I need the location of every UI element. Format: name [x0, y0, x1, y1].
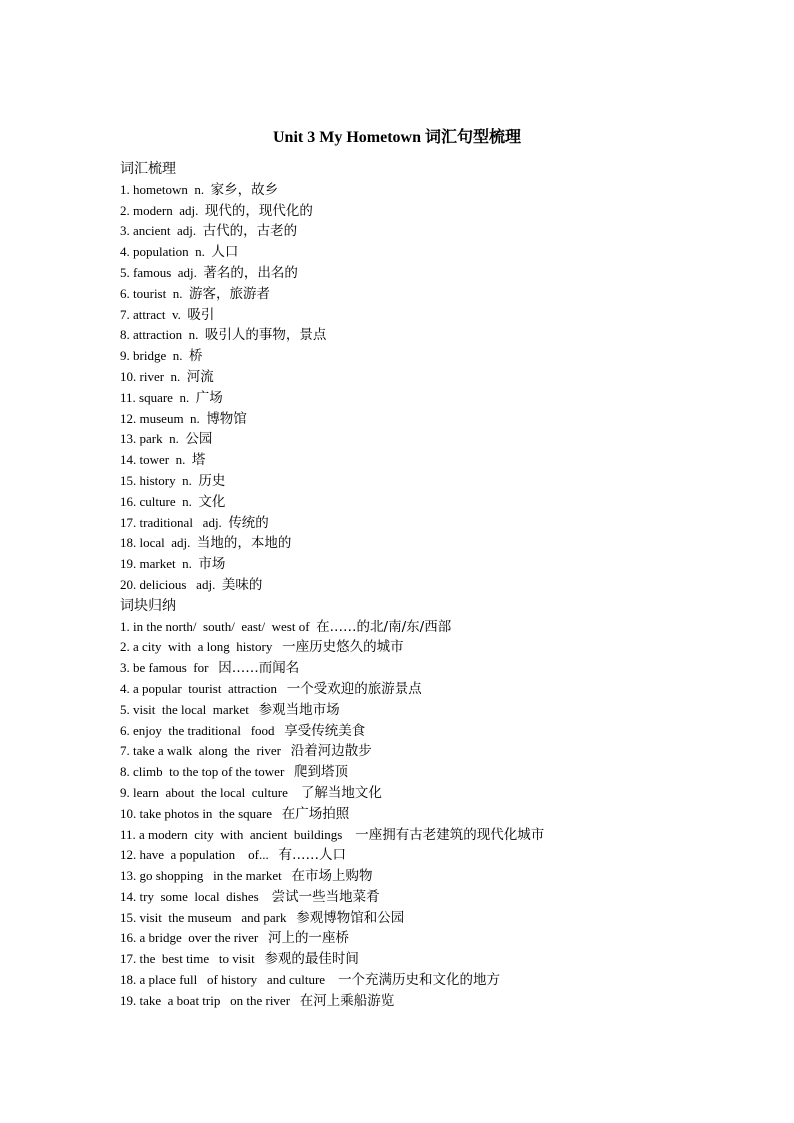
phrase-item-english: 14. try some local dishes — [120, 888, 272, 904]
page-title: Unit 3 My Hometown 词汇句型梳理 — [273, 129, 521, 146]
phrase-item-chinese: 一个受欢迎的旅游景点 — [286, 680, 422, 697]
phrase-item — [120, 928, 720, 949]
vocabulary-item — [120, 554, 720, 575]
vocabulary-item — [120, 450, 720, 471]
phrase-item — [120, 825, 720, 846]
vocabulary-item-english: 3. ancient adj. — [120, 223, 203, 239]
vocabulary-item-chinese: 吸引 — [187, 306, 215, 323]
phrase-item — [120, 762, 720, 783]
phrase-item — [120, 658, 720, 679]
vocabulary-item — [120, 575, 720, 596]
phrase-item — [120, 866, 720, 887]
vocabulary-item-chinese: 塔 — [191, 452, 206, 469]
vocabulary-item-chinese: 河流 — [186, 368, 214, 385]
vocabulary-item-english: 17. traditional adj. — [120, 514, 229, 530]
phrase-item-english: 16. a bridge over the river — [120, 930, 269, 946]
vocabulary-item-chinese: 古代的，古老的 — [202, 223, 298, 240]
vocabulary-item-english: 9. bridge n. — [120, 348, 189, 364]
vocabulary-item-english: 20. delicious adj. — [120, 576, 222, 592]
vocabulary-list — [120, 180, 720, 596]
phrase-item — [120, 970, 720, 991]
phrase-item-english: 6. enjoy the traditional food — [120, 722, 285, 738]
phrase-item-chinese: 河上的一座桥 — [268, 930, 350, 947]
vocabulary-item — [120, 409, 720, 430]
vocabulary-item-english: 12. museum n. — [120, 410, 207, 426]
vocabulary-item — [120, 263, 720, 284]
phrase-item-english: 2. a city with a long history — [120, 639, 283, 655]
phrase-item-english: 15. visit the museum and park — [120, 909, 297, 925]
phrase-item-chinese: 在……的北/南/东/西部 — [316, 618, 452, 635]
vocabulary-item-english: 19. market n. — [120, 556, 199, 572]
vocabulary-item — [120, 492, 720, 513]
vocabulary-item — [120, 201, 720, 222]
vocabulary-item-english: 15. history n. — [120, 472, 199, 488]
vocabulary-item-chinese: 市场 — [198, 556, 226, 573]
phrase-item-english: 5. visit the local market — [120, 701, 259, 717]
phrase-item-english: 18. a place full of history and culture — [120, 972, 339, 988]
vocabulary-item-english: 16. culture n. — [120, 493, 199, 509]
phrase-item-english: 17. the best time to visit — [120, 951, 265, 967]
phrase-item — [120, 908, 720, 929]
phrase-item-chinese: 有……人口 — [278, 847, 346, 864]
phrase-item — [120, 887, 720, 908]
vocabulary-item-english: 11. square n. — [120, 389, 196, 405]
vocabulary-item-english: 13. park n. — [120, 431, 186, 447]
vocabulary-item — [120, 429, 720, 450]
phrase-item-english: 13. go shopping in the market — [120, 868, 292, 884]
vocabulary-item-chinese: 游客，旅游者 — [188, 285, 270, 302]
vocabulary-item-chinese: 桥 — [188, 348, 203, 365]
vocabulary-item-english: 2. modern adj. — [120, 202, 205, 218]
phrase-item-chinese: 了解当地文化 — [300, 784, 382, 801]
phrase-item-chinese: 在市场上购物 — [291, 868, 373, 885]
phrase-item — [120, 637, 720, 658]
phrase-item-english: 7. take a walk along the river — [120, 743, 291, 759]
vocabulary-item-english: 5. famous adj. — [120, 264, 204, 280]
vocabulary-item-chinese: 当地的，本地的 — [196, 535, 292, 552]
phrase-item-english: 19. take a boat trip on the river — [120, 992, 300, 1008]
phrase-item — [120, 679, 720, 700]
vocabulary-item-english: 1. hometown n. — [120, 181, 211, 197]
phrase-item-chinese: 参观的最佳时间 — [264, 951, 359, 968]
vocabulary-item-chinese: 现代的，现代化的 — [204, 202, 313, 219]
vocabulary-item — [120, 305, 720, 326]
phrase-item-chinese: 在河上乘船游览 — [299, 992, 395, 1009]
phrase-item — [120, 721, 720, 742]
vocabulary-item-english: 4. population n. — [120, 244, 212, 260]
document-content — [120, 159, 720, 1012]
vocabulary-item-chinese: 美味的 — [221, 576, 263, 593]
phrase-item-chinese: 参观博物馆和公园 — [296, 909, 405, 926]
phrase-item-chinese: 参观当地市场 — [258, 701, 340, 718]
phrase-item — [120, 845, 720, 866]
phrase-item — [120, 741, 720, 762]
vocabulary-item — [120, 513, 720, 534]
phrase-item — [120, 700, 720, 721]
vocabulary-item-chinese: 文化 — [198, 493, 226, 510]
vocabulary-item — [120, 346, 720, 367]
phrase-item — [120, 783, 720, 804]
vocabulary-item-chinese: 人口 — [211, 244, 239, 261]
vocabulary-item-english: 8. attraction n. — [120, 327, 205, 343]
phrase-item-chinese: 尝试一些当地菜肴 — [271, 888, 380, 905]
vocabulary-item-chinese: 广场 — [195, 389, 223, 406]
vocabulary-item-english: 18. local adj. — [120, 535, 197, 551]
vocabulary-item — [120, 242, 720, 263]
vocabulary-item — [120, 533, 720, 554]
phrases-heading: 词块归纳 — [120, 597, 176, 614]
phrase-item — [120, 804, 720, 825]
phrases-list — [120, 617, 720, 1012]
phrase-item-chinese: 一座拥有古老建筑的现代化城市 — [355, 826, 545, 843]
vocabulary-item-english: 7. attract v. — [120, 306, 188, 322]
phrase-item — [120, 617, 720, 638]
vocabulary-heading: 词汇梳理 — [120, 161, 176, 177]
phrase-item-english: 3. be famous for — [120, 660, 219, 676]
phrase-item-english: 9. learn about the local culture — [120, 784, 301, 800]
vocabulary-item — [120, 388, 720, 409]
vocabulary-item — [120, 180, 720, 201]
phrase-item — [120, 949, 720, 970]
phrase-item-chinese: 因……而闻名 — [218, 660, 300, 677]
phrase-item-chinese: 在广场拍照 — [281, 805, 350, 822]
vocabulary-item-chinese: 传统的 — [228, 514, 269, 531]
vocabulary-item-chinese: 历史 — [198, 472, 226, 489]
vocabulary-item-chinese: 家乡，故乡 — [210, 181, 279, 198]
vocabulary-item-chinese: 公园 — [185, 431, 213, 448]
phrase-item-chinese: 一个充满历史和文化的地方 — [338, 972, 501, 989]
phrase-item-chinese: 一座历史悠久的城市 — [282, 639, 404, 656]
phrase-item-english: 12. have a population of... — [120, 847, 279, 863]
vocabulary-item-chinese: 博物馆 — [206, 410, 247, 427]
vocabulary-item — [120, 221, 720, 242]
vocabulary-item — [120, 325, 720, 346]
vocabulary-item-english: 10. river n. — [120, 368, 187, 384]
vocabulary-item — [120, 284, 720, 305]
vocabulary-item-english: 6. tourist n. — [120, 285, 189, 301]
vocabulary-item-chinese: 吸引人的事物，景点 — [204, 327, 327, 344]
vocabulary-item-chinese: 著名的，出名的 — [203, 264, 298, 281]
vocabulary-item — [120, 367, 720, 388]
phrase-item-chinese: 享受传统美食 — [284, 722, 366, 739]
phrase-item-chinese: 爬到塔顶 — [294, 764, 349, 781]
phrase-item-chinese: 沿着河边散步 — [290, 743, 372, 760]
phrase-item-english: 11. a modern city with ancient buildings — [120, 826, 356, 842]
vocabulary-item — [120, 471, 720, 492]
phrase-item-english: 10. take photos in the square — [120, 805, 282, 821]
phrase-item — [120, 991, 720, 1012]
phrase-item-english: 4. a popular tourist attraction — [120, 680, 287, 696]
phrase-item-english: 1. in the north/ south/ east/ west of — [120, 618, 317, 634]
vocabulary-item-english: 14. tower n. — [120, 452, 192, 468]
phrase-item-english: 8. climb to the top of the tower — [120, 764, 295, 780]
